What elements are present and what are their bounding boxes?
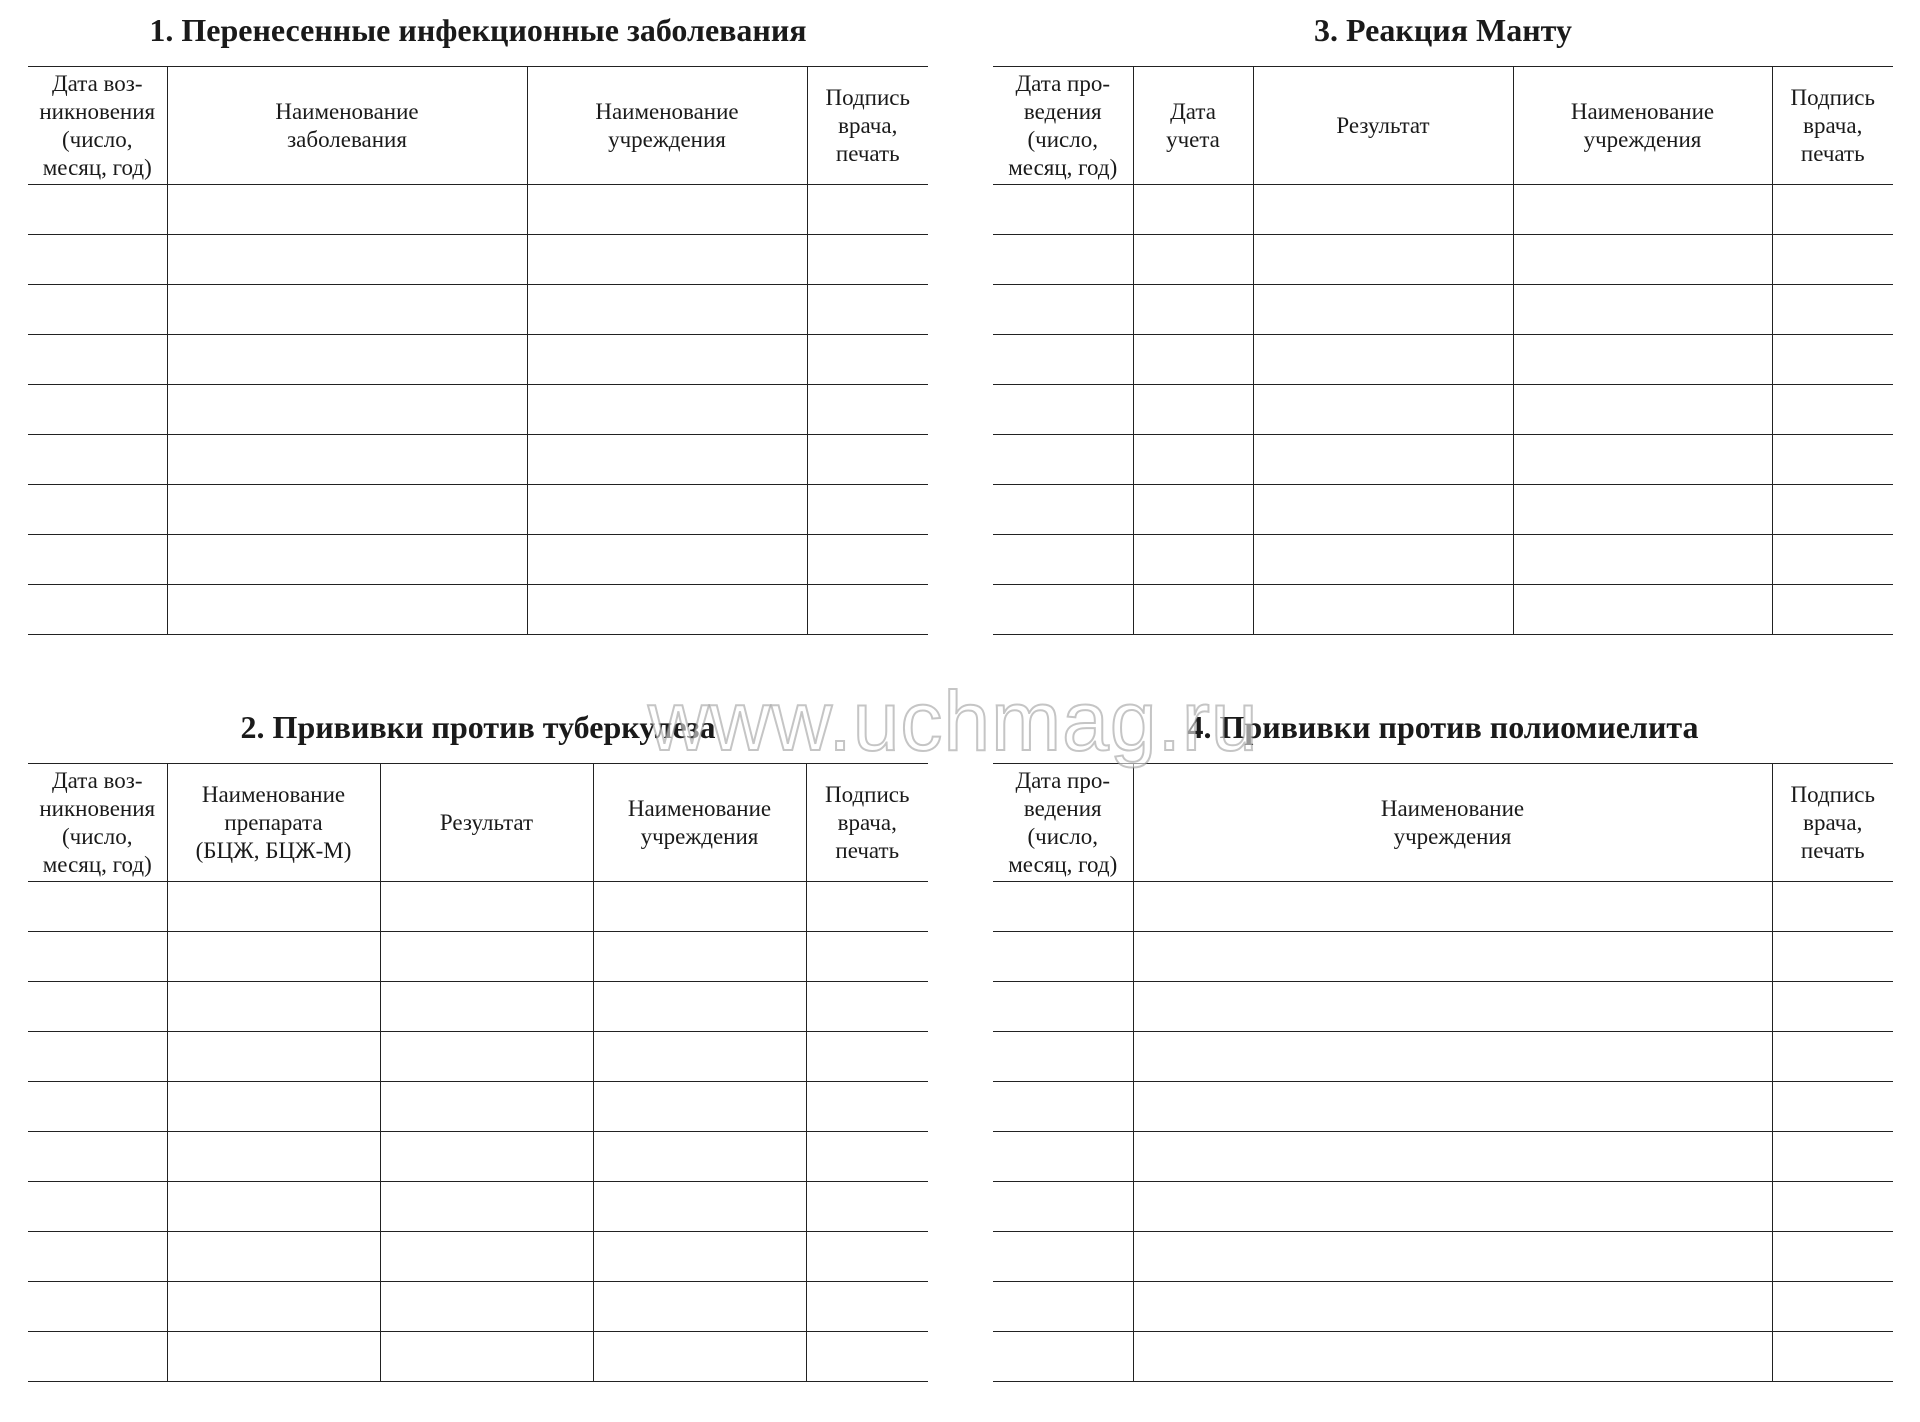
table-cell[interactable] — [593, 1082, 806, 1132]
section-mantoux-reaction — [993, 10, 1893, 650]
table-row — [993, 932, 1893, 982]
table-cell[interactable] — [1133, 535, 1253, 585]
header-disease-name: Наименование заболевания — [167, 67, 527, 185]
table-row — [993, 1332, 1893, 1382]
table-cell[interactable] — [527, 485, 807, 535]
table-cell[interactable] — [167, 882, 380, 932]
table-cell[interactable] — [527, 235, 807, 285]
tuberculosis-vaccinations-table — [28, 763, 928, 1382]
section-title: 1. Перенесенные инфекционные заболевания — [149, 12, 807, 48]
header-signature: Подпись врача, печать — [807, 67, 928, 185]
table-row — [28, 185, 928, 235]
table-cell[interactable] — [1772, 1232, 1893, 1282]
table-row — [993, 385, 1893, 435]
table-cell[interactable] — [1133, 932, 1772, 982]
table-cell[interactable] — [1772, 882, 1893, 932]
table-cell[interactable] — [1253, 285, 1513, 335]
table-cell[interactable] — [1133, 485, 1253, 535]
table-cell[interactable] — [993, 1332, 1133, 1382]
table-cell[interactable] — [28, 485, 167, 535]
header-reading-date: Дата учета — [1133, 67, 1253, 185]
table-cell[interactable] — [167, 1232, 380, 1282]
table-cell[interactable] — [1133, 1082, 1772, 1132]
table-cell[interactable] — [527, 535, 807, 585]
table-cell[interactable] — [167, 1032, 380, 1082]
table-cell[interactable] — [1772, 185, 1893, 235]
header-institution: Наименование учреждения — [1133, 764, 1772, 882]
table-row — [28, 882, 928, 932]
table-cell[interactable] — [1253, 485, 1513, 535]
table-cell[interactable] — [167, 932, 380, 982]
table-cell[interactable] — [806, 1282, 928, 1332]
table-row — [28, 385, 928, 435]
table-cell[interactable] — [380, 1182, 593, 1232]
table-cell[interactable] — [807, 585, 928, 635]
table-cell[interactable] — [380, 932, 593, 982]
section-title: 3. Реакция Манту — [1314, 12, 1572, 48]
table-cell[interactable] — [1133, 882, 1772, 932]
table-cell[interactable] — [993, 285, 1133, 335]
table-cell[interactable] — [1133, 1332, 1772, 1382]
table-cell[interactable] — [593, 1332, 806, 1382]
table-cell[interactable] — [1253, 335, 1513, 385]
table-cell[interactable] — [28, 1232, 167, 1282]
table-cell[interactable] — [167, 485, 527, 535]
table-cell[interactable] — [1772, 585, 1893, 635]
table-cell[interactable] — [1772, 1332, 1893, 1382]
table-cell[interactable] — [1772, 982, 1893, 1032]
mantoux-reaction-table — [993, 66, 1893, 635]
table-cell[interactable] — [1513, 485, 1772, 535]
table-cell[interactable] — [993, 1282, 1133, 1332]
table-cell[interactable] — [380, 1282, 593, 1332]
table-cell[interactable] — [993, 335, 1133, 385]
table-cell[interactable] — [1253, 585, 1513, 635]
table-cell[interactable] — [1772, 385, 1893, 435]
table-cell[interactable] — [380, 1332, 593, 1382]
header-institution: Наименование учреждения — [593, 764, 806, 882]
table-cell[interactable] — [1513, 535, 1772, 585]
table-row — [993, 585, 1893, 635]
table-cell[interactable] — [527, 585, 807, 635]
table-cell[interactable] — [593, 1132, 806, 1182]
table-cell[interactable] — [1772, 535, 1893, 585]
table-cell[interactable] — [28, 1282, 167, 1332]
header-date: Дата воз- никновения (число, месяц, год) — [28, 764, 167, 882]
table-cell[interactable] — [28, 1182, 167, 1232]
table-row — [28, 1132, 928, 1182]
table-row — [993, 335, 1893, 385]
table-cell[interactable] — [527, 385, 807, 435]
table-cell[interactable] — [1772, 1082, 1893, 1132]
header-signature: Подпись врача, печать — [1772, 764, 1893, 882]
table-cell[interactable] — [28, 1332, 167, 1382]
table-cell[interactable] — [167, 185, 527, 235]
table-cell[interactable] — [806, 882, 928, 932]
table-row — [28, 1282, 928, 1332]
table-cell[interactable] — [593, 1182, 806, 1232]
table-cell[interactable] — [1253, 185, 1513, 235]
table-cell[interactable] — [28, 535, 167, 585]
table-cell[interactable] — [1772, 285, 1893, 335]
table-cell[interactable] — [1772, 435, 1893, 485]
table-cell[interactable] — [807, 485, 928, 535]
table-cell[interactable] — [28, 285, 167, 335]
table-header-row — [993, 67, 1893, 185]
header-result: Результат — [380, 764, 593, 882]
table-row — [993, 1232, 1893, 1282]
table-cell[interactable] — [993, 1082, 1133, 1132]
table-cell[interactable] — [380, 982, 593, 1032]
table-cell[interactable] — [1772, 335, 1893, 385]
table-cell[interactable] — [28, 185, 167, 235]
table-row — [28, 982, 928, 1032]
table-header-row — [28, 67, 928, 185]
table-cell[interactable] — [593, 982, 806, 1032]
table-cell[interactable] — [167, 1332, 380, 1382]
table-cell[interactable] — [1772, 1282, 1893, 1332]
table-cell[interactable] — [167, 285, 527, 335]
table-cell[interactable] — [167, 385, 527, 435]
table-cell[interactable] — [1772, 235, 1893, 285]
table-cell[interactable] — [993, 385, 1133, 435]
table-row — [28, 535, 928, 585]
section-polio-vaccinations — [993, 707, 1893, 1407]
table-cell[interactable] — [806, 932, 928, 982]
table-cell[interactable] — [993, 185, 1133, 235]
table-cell[interactable] — [167, 1282, 380, 1332]
table-cell[interactable] — [807, 535, 928, 585]
table-cell[interactable] — [167, 1132, 380, 1182]
header-signature: Подпись врача, печать — [1772, 67, 1893, 185]
table-cell[interactable] — [993, 982, 1133, 1032]
table-row — [993, 982, 1893, 1032]
table-cell[interactable] — [167, 1182, 380, 1232]
table-cell[interactable] — [1513, 235, 1772, 285]
table-cell[interactable] — [1253, 235, 1513, 285]
table-cell[interactable] — [1253, 535, 1513, 585]
table-row — [28, 235, 928, 285]
table-cell[interactable] — [28, 235, 167, 285]
table-row — [993, 435, 1893, 485]
table-header-row — [993, 764, 1893, 882]
table-row — [993, 1182, 1893, 1232]
table-cell[interactable] — [28, 1082, 167, 1132]
table-cell[interactable] — [1772, 1032, 1893, 1082]
table-cell[interactable] — [1133, 1282, 1772, 1332]
table-cell[interactable] — [28, 435, 167, 485]
table-row — [28, 1082, 928, 1132]
table-cell[interactable] — [993, 485, 1133, 535]
table-cell[interactable] — [593, 1032, 806, 1082]
table-cell[interactable] — [993, 1032, 1133, 1082]
table-cell[interactable] — [807, 335, 928, 385]
table-row — [993, 1282, 1893, 1332]
table-row — [28, 485, 928, 535]
table-cell[interactable] — [1513, 585, 1772, 635]
table-row — [28, 285, 928, 335]
table-cell[interactable] — [1513, 435, 1772, 485]
table-cell[interactable] — [380, 1032, 593, 1082]
table-cell[interactable] — [1772, 932, 1893, 982]
table-cell[interactable] — [28, 385, 167, 435]
table-cell[interactable] — [993, 235, 1133, 285]
table-cell[interactable] — [593, 1282, 806, 1332]
infectious-diseases-table — [28, 66, 928, 635]
table-cell[interactable] — [380, 1232, 593, 1282]
header-drug-name: Наименование препарата (БЦЖ, БЦЖ-М) — [167, 764, 380, 882]
table-cell[interactable] — [167, 1082, 380, 1132]
table-cell[interactable] — [1133, 1132, 1772, 1182]
table-cell[interactable] — [806, 1032, 928, 1082]
section-tuberculosis-vaccinations — [28, 707, 928, 1407]
table-row — [993, 485, 1893, 535]
table-cell[interactable] — [167, 585, 527, 635]
table-cell[interactable] — [28, 1032, 167, 1082]
table-cell[interactable] — [1253, 435, 1513, 485]
table-cell[interactable] — [593, 1232, 806, 1282]
table-row — [28, 335, 928, 385]
table-cell[interactable] — [806, 1182, 928, 1232]
table-cell[interactable] — [1772, 1182, 1893, 1232]
table-cell[interactable] — [807, 435, 928, 485]
table-cell[interactable] — [527, 335, 807, 385]
table-cell[interactable] — [593, 932, 806, 982]
polio-vaccinations-table — [993, 763, 1893, 1382]
table-row — [993, 235, 1893, 285]
table-cell[interactable] — [993, 1232, 1133, 1282]
table-cell[interactable] — [1513, 335, 1772, 385]
header-date: Дата воз- никновения (число, месяц, год) — [28, 67, 167, 185]
table-cell[interactable] — [1133, 435, 1253, 485]
table-cell[interactable] — [1513, 385, 1772, 435]
table-row — [993, 1082, 1893, 1132]
header-date: Дата про- ведения (число, месяц, год) — [993, 67, 1133, 185]
table-row — [993, 882, 1893, 932]
table-cell[interactable] — [527, 435, 807, 485]
table-cell[interactable] — [167, 982, 380, 1032]
header-institution: Наименование учреждения — [527, 67, 807, 185]
table-cell[interactable] — [167, 435, 527, 485]
table-cell[interactable] — [1133, 335, 1253, 385]
table-cell[interactable] — [527, 285, 807, 335]
table-cell[interactable] — [806, 1332, 928, 1382]
table-cell[interactable] — [993, 1132, 1133, 1182]
table-cell[interactable] — [1133, 235, 1253, 285]
header-result: Результат — [1253, 67, 1513, 185]
table-cell[interactable] — [380, 1132, 593, 1182]
table-cell[interactable] — [806, 1232, 928, 1282]
table-cell[interactable] — [993, 932, 1133, 982]
table-cell[interactable] — [1133, 385, 1253, 435]
table-row — [28, 1182, 928, 1232]
table-cell[interactable] — [28, 335, 167, 385]
section-title: 4. Прививки против полиомиелита — [1187, 709, 1699, 745]
table-cell[interactable] — [1772, 485, 1893, 535]
table-row — [993, 1132, 1893, 1182]
table-cell[interactable] — [167, 535, 527, 585]
header-institution: Наименование учреждения — [1513, 67, 1772, 185]
table-cell[interactable] — [1133, 1182, 1772, 1232]
table-cell[interactable] — [28, 932, 167, 982]
table-cell[interactable] — [1513, 185, 1772, 235]
table-cell[interactable] — [807, 385, 928, 435]
table-cell[interactable] — [807, 185, 928, 235]
table-cell[interactable] — [806, 1082, 928, 1132]
table-cell[interactable] — [993, 1182, 1133, 1232]
table-row — [28, 585, 928, 635]
table-row — [993, 285, 1893, 335]
table-row — [28, 1032, 928, 1082]
watermark-text: www.uchmag.ru — [648, 674, 1259, 768]
table-cell[interactable] — [28, 982, 167, 1032]
section-infectious-diseases — [28, 10, 928, 650]
table-cell[interactable] — [1133, 585, 1253, 635]
table-cell[interactable] — [807, 235, 928, 285]
table-cell[interactable] — [593, 882, 806, 932]
table-cell[interactable] — [806, 982, 928, 1032]
table-cell[interactable] — [380, 882, 593, 932]
table-cell[interactable] — [1133, 285, 1253, 335]
table-row — [28, 1332, 928, 1382]
table-row — [28, 932, 928, 982]
table-cell[interactable] — [167, 235, 527, 285]
table-cell[interactable] — [167, 335, 527, 385]
table-cell[interactable] — [28, 1132, 167, 1182]
table-row — [993, 185, 1893, 235]
table-cell[interactable] — [993, 585, 1133, 635]
table-cell[interactable] — [28, 585, 167, 635]
table-cell[interactable] — [1772, 1132, 1893, 1182]
table-cell[interactable] — [807, 285, 928, 335]
table-header-row — [28, 764, 928, 882]
table-cell[interactable] — [1133, 982, 1772, 1032]
table-cell[interactable] — [380, 1082, 593, 1132]
table-cell[interactable] — [806, 1132, 928, 1182]
table-cell[interactable] — [1133, 1032, 1772, 1082]
header-signature: Подпись врача, печать — [806, 764, 928, 882]
table-cell[interactable] — [527, 185, 807, 235]
table-cell[interactable] — [28, 882, 167, 932]
table-cell[interactable] — [993, 435, 1133, 485]
table-cell[interactable] — [993, 882, 1133, 932]
table-cell[interactable] — [1133, 185, 1253, 235]
table-cell[interactable] — [1253, 385, 1513, 435]
section-title: 2. Прививки против туберкулеза — [240, 709, 716, 745]
table-cell[interactable] — [1133, 1232, 1772, 1282]
header-date: Дата про- ведения (число, месяц, год) — [993, 764, 1133, 882]
table-row — [28, 1232, 928, 1282]
table-cell[interactable] — [1513, 285, 1772, 335]
table-row — [28, 435, 928, 485]
table-row — [993, 535, 1893, 585]
table-cell[interactable] — [993, 535, 1133, 585]
table-row — [993, 1032, 1893, 1082]
